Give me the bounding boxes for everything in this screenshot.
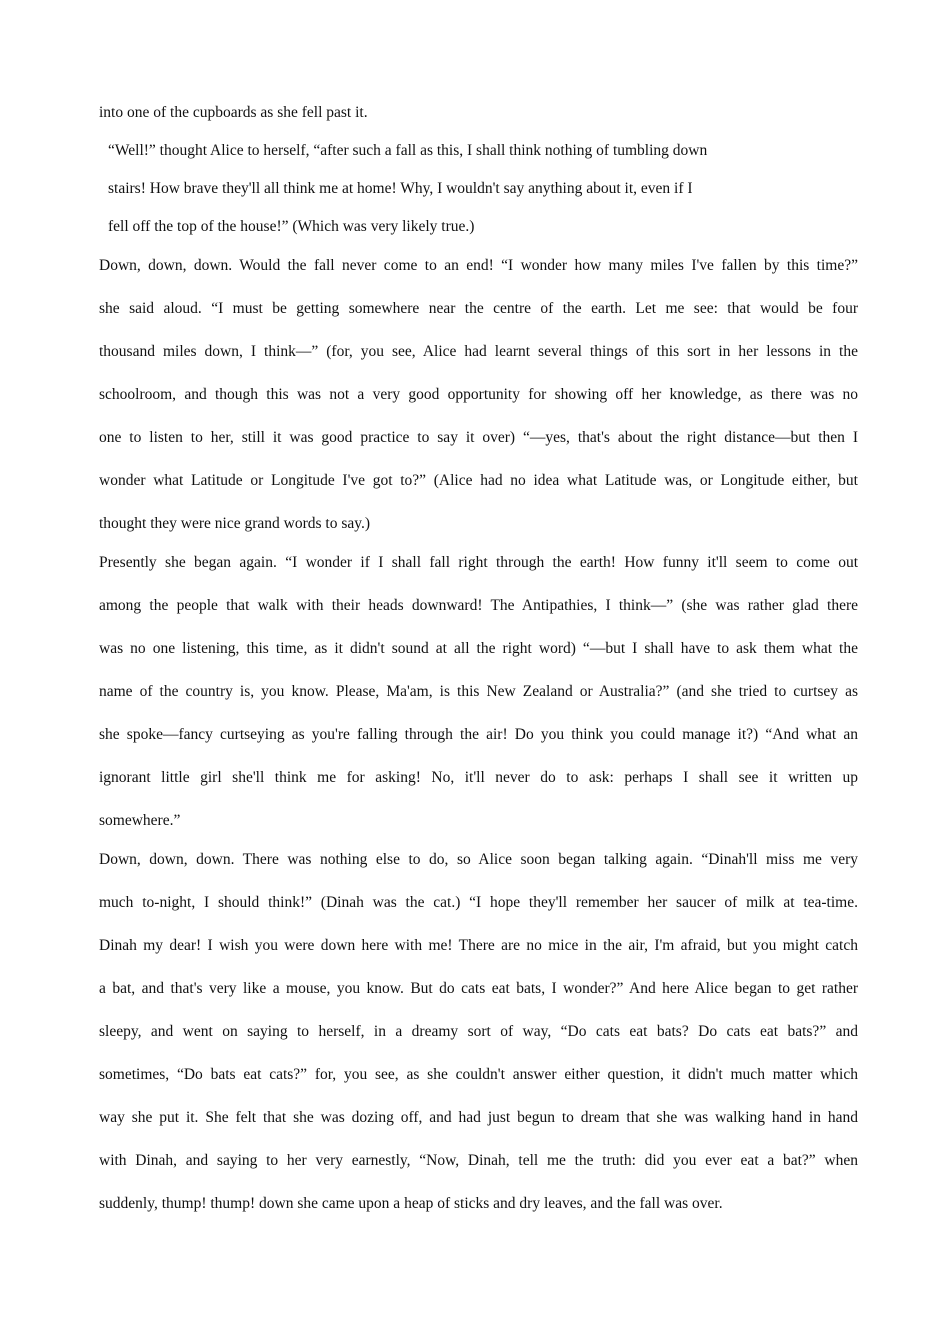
text-line: way she put it. She felt that she was dozing off, and had just begun to dream that she was walking hand in hand <box>99 1109 858 1126</box>
text-line: ignorant little girl she'll think me for asking! No, it'll never do to ask: perhaps I shall see it written up <box>99 769 858 786</box>
text-line: she said aloud. “I must be getting somewhere near the centre of the earth. Let me see: that would be four <box>99 300 858 317</box>
text-line: with Dinah, and saying to her very earnestly, “Now, Dinah, tell me the truth: did you ever eat a bat?” when <box>99 1152 858 1169</box>
text-line: suddenly, thump! thump! down she came upon a heap of sticks and dry leaves, and the fall was over. <box>99 1195 723 1212</box>
text-line: a bat, and that's very like a mouse, you know. But do cats eat bats, I wonder?” And here Alice began to get rather <box>99 980 858 997</box>
text-line: wonder what Latitude or Longitude I've got to?” (Alice had no idea what Latitude was, or Longitude either, but <box>99 472 858 489</box>
text-line: thousand miles down, I think—” (for, you see, Alice had learnt several things of this sort in her lessons in the <box>99 343 858 360</box>
text-line: schoolroom, and though this was not a very good opportunity for showing off her knowledge, as there was no <box>99 386 858 403</box>
text-line: Presently she began again. “I wonder if I shall fall right through the earth! How funny it'll seem to come out <box>99 554 858 571</box>
text-line: she spoke—fancy curtseying as you're falling through the air! Do you think you could manage it?) “And what an <box>99 726 858 743</box>
text-line: Down, down, down. Would the fall never come to an end! “I wonder how many miles I've fallen by this time?” <box>99 257 858 274</box>
text-line: sometimes, “Do bats eat cats?” for, you see, as she couldn't answer either question, it didn't much matter which <box>99 1066 858 1083</box>
text-line: somewhere.” <box>99 812 181 829</box>
text-line: Dinah my dear! I wish you were down here with me! There are no mice in the air, I'm afraid, but you might catch <box>99 937 858 954</box>
text-line: much to-night, I should think!” (Dinah was the cat.) “I hope they'll remember her saucer of milk at tea-time. <box>99 894 858 911</box>
text-line: name of the country is, you know. Please, Ma'am, is this New Zealand or Australia?” (and she tried to curtsey as <box>99 683 858 700</box>
text-line: among the people that walk with their heads downward! The Antipathies, I think—” (she was rather glad there <box>99 597 858 614</box>
text-line: one to listen to her, still it was good practice to say it over) “—yes, that's about the right distance—but then I <box>99 429 858 446</box>
text-line: was no one listening, this time, as it didn't sound at all the right word) “—but I shall have to ask them what the <box>99 640 858 657</box>
text-line: Down, down, down. There was nothing else to do, so Alice soon began talking again. “Dinah'll miss me very <box>99 851 858 868</box>
text-line: into one of the cupboards as she fell past it. <box>99 104 368 121</box>
document-page <box>99 0 858 1344</box>
quote-line: “Well!” thought Alice to herself, “after such a fall as this, I shall think nothing of tumbling down <box>108 142 708 159</box>
quote-line: stairs! How brave they'll all think me at home! Why, I wouldn't say anything about it, even if I <box>108 180 693 197</box>
text-line: sleepy, and went on saying to herself, in a dreamy sort of way, “Do cats eat bats? Do cats eat bats?” and <box>99 1023 858 1040</box>
text-line: thought they were nice grand words to say.) <box>99 515 371 532</box>
quote-line: fell off the top of the house!” (Which was very likely true.) <box>108 218 475 235</box>
